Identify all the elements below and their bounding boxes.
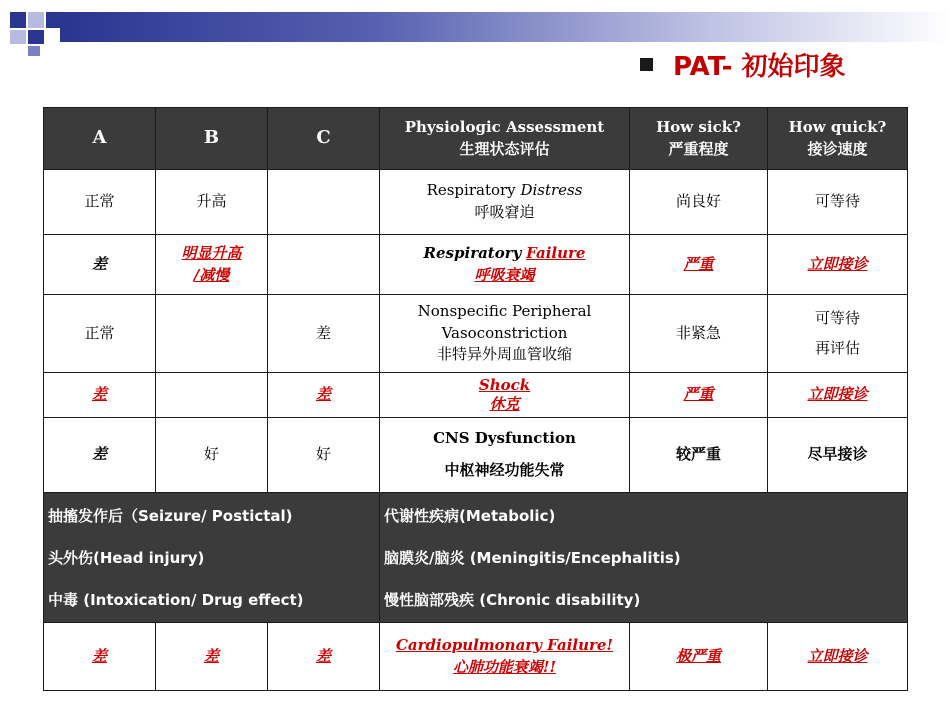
assess-en: Cardiopulmonary Failure! [395,635,614,654]
header-gradient-band [60,12,950,42]
cell-c [268,623,380,691]
assess-en-2: Vasoconstriction [441,323,568,342]
cell-a-text: 差 [91,385,107,404]
cell-c [268,373,380,418]
cell-sick-text: 严重 [683,385,714,404]
cell-c: 差 [268,295,380,373]
cell-quick-text: 立即接诊 [807,385,868,404]
cause-item: 头外伤(Head injury) [48,548,205,567]
assess-zh: 休克 [489,395,520,413]
assess-en: Shock [478,376,531,395]
cell-b [156,373,268,418]
cell-sick-text: 极严重 [675,646,721,665]
header-c: C [268,108,380,170]
table-header-row [44,108,908,170]
cell-assess [380,373,630,418]
cell-a-text: 差 [91,646,107,665]
cell-sick: 较严重 [630,418,768,493]
assess-zh: 非特异外周血管收缩 [436,345,572,364]
table-row [44,418,908,493]
header-quick [768,108,908,170]
cell-c: 好 [268,418,380,493]
assess-zh: 呼吸窘迫 [474,203,535,221]
header-b: B [156,108,268,170]
cause-item: 代谢性疾病(Metabolic) [384,506,556,525]
cell-sick: 尚良好 [630,170,768,235]
assess-en: CNS Dysfunction [433,429,576,448]
cell-c-text: 差 [315,646,331,665]
cell-quick-text: 立即接诊 [807,646,868,665]
cell-assess [380,235,630,295]
assess-en-1: Nonspecific Peripheral [417,301,592,320]
decor-square [28,46,40,56]
cell-sick [630,373,768,418]
table-row [44,295,908,373]
cell-quick-text: 立即接诊 [807,254,868,273]
cause-item: 抽搐发作后（Seizure/ Postictal) [48,506,293,525]
table-row [44,170,908,235]
table-row [44,235,908,295]
table-row [44,623,908,691]
cell-assess [380,295,630,373]
cell-a [44,623,156,691]
table-row [44,373,908,418]
cell-quick [768,623,908,691]
assess-zh: 心肺功能衰竭!! [452,657,557,676]
cell-b [156,235,268,295]
cell-a: 正常 [44,170,156,235]
cell-c-text: 差 [315,385,331,404]
cell-c [268,235,380,295]
decor-square [28,30,44,44]
header-quick-zh: 接诊速度 [807,139,868,158]
assess-zh: 中枢神经功能失常 [444,461,565,479]
cell-a: 差 [44,418,156,493]
header-physio-en: Physiologic Assessment [404,117,605,136]
assess-en-2: Distress [520,181,583,200]
cell-sick [630,235,768,295]
cell-a: 正常 [44,295,156,373]
decor-square [10,30,26,44]
causes-left [44,493,380,623]
header-quick-en: How quick? [788,117,887,136]
cell-sick: 非紧急 [630,295,768,373]
cell-b-text: 差 [203,646,219,665]
cell-b-line2: /减慢 [193,265,230,284]
decor-square [28,12,44,28]
cell-quick-line2: 再评估 [814,338,860,357]
cell-quick [768,235,908,295]
assess-zh: 呼吸衰竭 [474,265,535,284]
cell-a [44,373,156,418]
cell-b: 好 [156,418,268,493]
cell-assess [380,170,630,235]
cell-b [156,623,268,691]
cause-item: 中毒 (Intoxication/ Drug effect) [48,590,304,609]
causes-right [380,493,908,623]
cell-sick-text: 严重 [683,254,714,273]
cell-quick: 可等待 [768,170,908,235]
header-physio [380,108,630,170]
cell-assess [380,418,630,493]
cell-b [156,295,268,373]
slide-title-text: PAT- 初始印象 [673,51,846,82]
cause-item: 慢性脑部残疾 (Chronic disability) [384,590,641,609]
cell-sick [630,623,768,691]
cell-a: 差 [44,235,156,295]
decor-square [10,12,26,28]
cell-b: 升高 [156,170,268,235]
cell-quick: 尽早接诊 [768,418,908,493]
cell-assess [380,623,630,691]
slide-title [640,44,846,84]
cell-c [268,170,380,235]
header-sick [630,108,768,170]
assess-en-1: Respiratory [423,243,522,262]
causes-row [44,493,908,623]
assess-en-2: Failure [526,243,586,262]
square-bullet-icon [640,58,653,71]
cause-item: 脑膜炎/脑炎 (Meningitis/Encephalitis) [384,548,681,567]
header-a: A [44,108,156,170]
header-sick-zh: 严重程度 [668,139,729,158]
cell-quick [768,373,908,418]
cell-quick [768,295,908,373]
cell-quick-line1: 可等待 [814,308,860,327]
decor-square [46,12,60,28]
pat-table [43,107,908,691]
header-sick-en: How sick? [656,117,741,136]
assess-en-1: Respiratory [426,181,516,200]
cell-b-line1: 明显升高 [181,243,242,262]
header-physio-zh: 生理状态评估 [459,139,550,158]
